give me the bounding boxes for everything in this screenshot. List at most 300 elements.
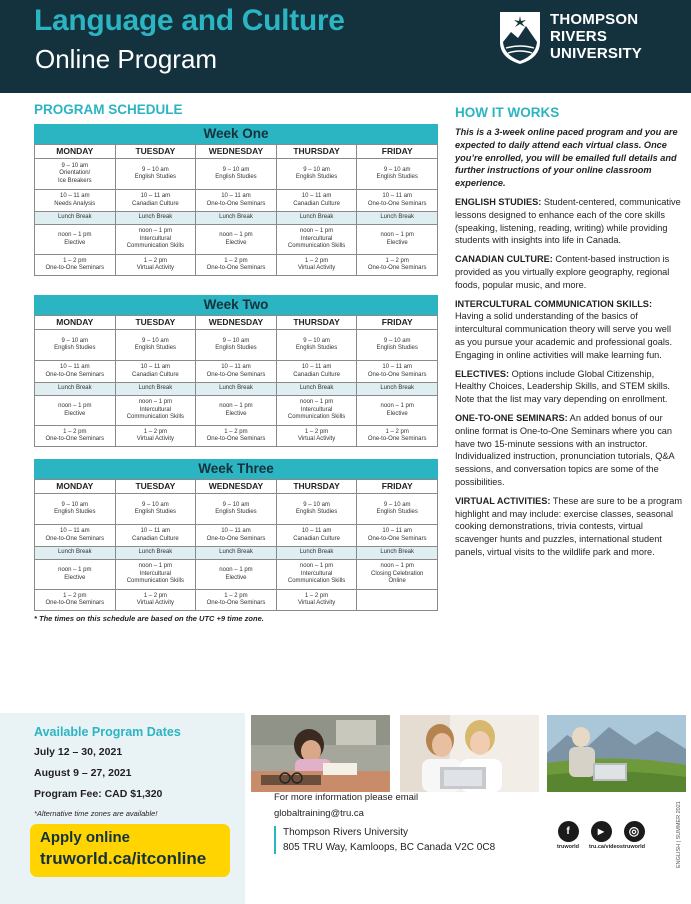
schedule-cell [115, 396, 196, 426]
cell-text: noon – 1 pm [219, 403, 253, 409]
cell-text: One-to-One Seminars [206, 436, 266, 442]
cell-text: 9 – 10 am [303, 166, 330, 173]
cell-text: One-to-One Seminars [45, 535, 105, 542]
cell-text: One-to-One Seminars [206, 535, 266, 542]
table-row [35, 590, 438, 611]
cell-text: noon – 1 pm [58, 567, 92, 573]
cell-text: Lunch Break [57, 214, 92, 221]
table-row [35, 494, 438, 525]
cell-text: Communication Skills [287, 243, 346, 250]
cell-text: 9 – 10 am [383, 166, 411, 173]
cell-text: Virtual Activity [297, 265, 336, 271]
cell-text: Lunch Break [138, 385, 173, 392]
schedule-cell [35, 361, 116, 383]
how-it-works-section [455, 105, 683, 565]
page-title: Language and Culture [34, 4, 345, 37]
cell-text: Lunch Break [299, 549, 334, 556]
day-header: TUESDAY [115, 316, 196, 330]
timezone-note: * The times on this schedule are based on the UTC +9 time zone. [34, 614, 264, 623]
day-header: FRIDAY [357, 145, 438, 159]
schedule-cell [196, 396, 277, 426]
schedule-cell [35, 426, 116, 447]
cell-text: English Studies [215, 174, 257, 180]
cell-text: Elective [225, 574, 247, 581]
cell-text: One-to-One Seminars [206, 371, 266, 378]
cell-text: Lunch Break [380, 549, 415, 556]
how-it-works-item [455, 412, 683, 489]
cell-text: 10 – 11 am [301, 193, 332, 199]
schedule-cell [357, 396, 438, 426]
schedule-cell [115, 494, 196, 525]
cell-text: 9 – 10 am [222, 501, 250, 508]
cell-text: noon – 1 pm [58, 232, 92, 238]
week-one-schedule [34, 124, 438, 276]
schedule-cell [196, 383, 277, 396]
cell-text: 1 – 2 pm [63, 592, 87, 599]
instagram-icon: ◎ [624, 821, 645, 842]
schedule-cell [276, 383, 357, 396]
cell-text: Intercultural [139, 235, 172, 242]
youtube-link[interactable] [589, 821, 623, 850]
cell-text: 9 – 10 am [61, 501, 89, 508]
schedule-cell [196, 547, 277, 560]
day-header: FRIDAY [357, 480, 438, 494]
cell-text: 10 – 11 am [140, 364, 171, 370]
schedule-cell [276, 212, 357, 225]
cell-text: Lunch Break [380, 214, 415, 221]
cell-text: One-to-One Seminars [206, 265, 266, 271]
cell-text: Lunch Break [219, 385, 253, 392]
schedule-cell [276, 560, 357, 590]
schedule-cell [196, 190, 277, 212]
organization-name: Thompson Rivers University [283, 827, 409, 838]
cell-text: English Studies [376, 174, 418, 180]
cell-text: One-to-One Seminars [367, 371, 427, 378]
cell-text: Virtual Activity [297, 600, 336, 606]
facebook-icon: f [558, 821, 579, 842]
cell-text: Communication Skills [287, 414, 346, 421]
date-july: July 12 – 30, 2021 [34, 746, 123, 758]
cell-text: 1 – 2 pm [63, 257, 87, 264]
cell-text: Elective [225, 239, 247, 246]
schedule-cell [115, 361, 196, 383]
schedule-cell [276, 590, 357, 611]
schedule-cell [196, 494, 277, 525]
schedule-cell [276, 190, 357, 212]
table-row [35, 396, 438, 426]
schedule-cell [276, 525, 357, 547]
cell-text: One-to-One Seminars [206, 600, 266, 606]
cell-text: English Studies [134, 509, 177, 515]
facebook-label: truworld [557, 844, 579, 850]
cell-text: 10 – 11 am [221, 528, 251, 534]
schedule-cell [35, 525, 116, 547]
day-header: WEDNESDAY [196, 145, 277, 159]
item-text: Content-based instruction is provided as you virtually explore geography, regional foods, popular music, and more. [455, 254, 670, 290]
cell-text: 1 – 2 pm [304, 592, 329, 599]
mailing-address: 805 TRU Way, Kamloops, BC Canada V2C 0C8 [283, 842, 496, 853]
cell-text: One-to-One Seminars [367, 265, 427, 271]
cell-text: noon – 1 pm [58, 403, 92, 409]
cell-text: English Studies [376, 345, 418, 351]
week-label: Week One [34, 124, 438, 144]
cell-text: 10 – 11 am [382, 528, 412, 534]
cell-text: 10 – 11 am [60, 364, 90, 370]
item-text: Student-centered, communicative lessons designed to enhance each of the core skills (speaking, listening, reading, writing) while providing students with insights into life in Canada. [455, 196, 681, 246]
day-header: MONDAY [35, 480, 116, 494]
cell-text: 9 – 10 am [303, 337, 330, 344]
table-row [35, 212, 438, 225]
youtube-label: tru.ca/videos [589, 844, 623, 850]
schedule-cell [35, 212, 116, 225]
cell-text: Virtual Activity [297, 436, 336, 442]
cell-text: Canadian Culture [293, 200, 340, 207]
how-it-works-item [455, 196, 683, 247]
schedule-cell [115, 525, 196, 547]
cell-text: Elective [64, 574, 86, 581]
cell-text: English Studies [376, 509, 418, 515]
schedule-cell [276, 330, 357, 361]
schedule-cell [357, 255, 438, 276]
how-it-works-item [455, 368, 683, 406]
cell-text: Intercultural [300, 235, 333, 242]
cell-text: Needs Analysis [54, 200, 96, 207]
cell-text: 1 – 2 pm [304, 257, 329, 264]
schedule-cell [357, 159, 438, 190]
item-text: An added bonus of our online format is One-to-One Seminars where you can have two 15-minute sessions with an instructor. Individualized instruction, pronunciation tutorials, Q&A sessions, and conversation topics are some of the possibilities. [455, 412, 675, 487]
week-three-schedule [34, 459, 438, 611]
logo-wordmark: THOMPSON RIVERS UNIVERSITY [550, 11, 643, 62]
schedule-cell [35, 330, 116, 361]
schedule-cell [35, 590, 116, 611]
item-heading: CANADIAN CULTURE: [455, 254, 553, 265]
schedule-cell [115, 190, 196, 212]
item-text: Having a solid understanding of the basics of intercultural communication theory will serve you well as you pursue your academic and professional goals. Engaging in online activities will make learning fun. [455, 311, 673, 360]
cell-text: 1 – 2 pm [224, 592, 248, 599]
cell-text: Lunch Break [380, 385, 415, 392]
schedule-cell [357, 212, 438, 225]
schedule-cell [357, 590, 438, 611]
cell-text: Lunch Break [57, 385, 92, 392]
cell-text: 1 – 2 pm [385, 428, 409, 435]
schedule-cell [357, 426, 438, 447]
schedule-cell [276, 255, 357, 276]
cell-text: Canadian Culture [132, 371, 179, 378]
day-header: TUESDAY [115, 145, 196, 159]
item-text: These are sure to be a program highlight and may include: exercise classes, seasonal cooking demonstrations, trivia contests, virtual scavenger hunts and puzzles, international student panels, virtual visits to the wildlife park and more. [455, 495, 683, 557]
shield-logo-icon [496, 8, 544, 66]
schedule-cell [196, 525, 277, 547]
cell-text: Elective [386, 410, 408, 417]
table-row [35, 560, 438, 590]
cell-text: Communication Skills [126, 243, 185, 250]
cell-text: Communication Skills [287, 578, 346, 585]
cell-text: Intercultural [139, 406, 172, 413]
cell-text: English Studies [134, 345, 177, 351]
schedule-cell [196, 330, 277, 361]
cell-text: Orientation/ [59, 170, 91, 177]
cell-text: Virtual Activity [136, 436, 175, 442]
cell-text: English Studies [295, 509, 338, 515]
how-it-works-item [455, 298, 683, 362]
program-fee: Program Fee: CAD $1,320 [34, 788, 163, 800]
cell-text: 10 – 11 am [60, 528, 90, 534]
cell-text: 10 – 11 am [60, 193, 90, 199]
item-heading: ELECTIVES: [455, 368, 510, 379]
cell-text: English Studies [295, 174, 338, 180]
schedule-cell [276, 547, 357, 560]
schedule-cell [357, 547, 438, 560]
schedule-cell [115, 330, 196, 361]
schedule-cell [115, 426, 196, 447]
cell-text: One-to-One Seminars [367, 535, 427, 542]
photo-women-laptop [400, 715, 539, 792]
cell-text: noon – 1 pm [299, 228, 334, 235]
week-label: Week Two [34, 295, 438, 315]
cell-text: noon – 1 pm [219, 232, 253, 238]
alternative-timezones-note: *Alternative time zones are available! [34, 809, 158, 818]
schedule-cell [357, 225, 438, 255]
cell-text: 9 – 10 am [383, 337, 411, 344]
program-dates-heading: Available Program Dates [34, 725, 181, 739]
cell-text: English Studies [215, 509, 257, 515]
day-header: WEDNESDAY [196, 480, 277, 494]
cell-text: 9 – 10 am [142, 501, 169, 508]
cell-text: One-to-One Seminars [45, 600, 105, 606]
table-row [35, 225, 438, 255]
cell-text: Lunch Break [299, 214, 334, 221]
cell-text: 1 – 2 pm [143, 592, 168, 599]
cell-text: Elective [64, 239, 86, 246]
day-header: THURSDAY [276, 316, 357, 330]
cell-text: Lunch Break [57, 549, 92, 556]
cell-text: English Studies [54, 345, 96, 351]
cell-text: One-to-One Seminars [45, 265, 105, 271]
address-divider [274, 826, 276, 854]
week-two-schedule [34, 295, 438, 447]
cell-text: noon – 1 pm [380, 403, 414, 409]
apply-online-label[interactable]: Apply online [40, 829, 130, 846]
schedule-cell [115, 225, 196, 255]
table-row [35, 330, 438, 361]
day-header: FRIDAY [357, 316, 438, 330]
cell-text: One-to-One Seminars [45, 371, 105, 378]
cell-text: 9 – 10 am [61, 337, 89, 344]
table-row [35, 525, 438, 547]
table-row [35, 190, 438, 212]
schedule-cell [196, 361, 277, 383]
week-label: Week Three [34, 459, 438, 479]
schedule-cell [35, 560, 116, 590]
cell-text: Closing Celebration [371, 570, 424, 577]
schedule-cell [276, 225, 357, 255]
cell-text: 10 – 11 am [301, 364, 332, 370]
table-row [35, 426, 438, 447]
schedule-cell [276, 396, 357, 426]
schedule-cell [115, 590, 196, 611]
cell-text: Intercultural [300, 406, 333, 413]
cell-text: English Studies [215, 345, 257, 351]
day-header: WEDNESDAY [196, 316, 277, 330]
schedule-cell [357, 361, 438, 383]
cell-text: 1 – 2 pm [63, 428, 87, 435]
cell-text: noon – 1 pm [219, 567, 253, 573]
cell-text: Elective [386, 239, 408, 246]
schedule-cell [357, 330, 438, 361]
schedule-cell [357, 190, 438, 212]
cell-text: 1 – 2 pm [143, 428, 168, 435]
cell-text: Lunch Break [138, 214, 173, 221]
cell-text: Intercultural [139, 570, 172, 577]
table-row [35, 159, 438, 190]
schedule-cell [196, 255, 277, 276]
instagram-link[interactable] [622, 821, 646, 850]
schedule-cell [276, 426, 357, 447]
page-subtitle: Online Program [35, 44, 218, 74]
schedule-cell [196, 225, 277, 255]
day-header: MONDAY [35, 145, 116, 159]
item-heading: ONE-TO-ONE SEMINARS: [455, 412, 568, 423]
schedule-cell [196, 560, 277, 590]
cell-text: noon – 1 pm [138, 563, 173, 570]
item-heading: VIRTUAL ACTIVITIES: [455, 495, 551, 506]
cell-text: One-to-One Seminars [45, 436, 105, 442]
schedule-table [34, 479, 438, 611]
cell-text: Online [388, 578, 406, 585]
schedule-cell [35, 396, 116, 426]
cell-text: 9 – 10 am [222, 337, 250, 344]
cell-text: Lunch Break [138, 549, 173, 556]
schedule-cell [357, 525, 438, 547]
cell-text: Canadian Culture [132, 535, 179, 542]
apply-online-link[interactable]: truworld.ca/itconline [40, 849, 207, 868]
cell-text: noon – 1 pm [380, 232, 414, 238]
schedule-cell [115, 383, 196, 396]
table-row [35, 383, 438, 396]
schedule-cell [196, 426, 277, 447]
schedule-cell [357, 383, 438, 396]
cell-text: noon – 1 pm [299, 399, 334, 406]
cell-text: One-to-One Seminars [206, 200, 266, 207]
schedule-cell [115, 159, 196, 190]
item-text: Options include Global Citizenship, Healthy Choices, Leadership Skills, and STEM skills. Note that the list may vary depending on enrollment. [455, 368, 670, 405]
cell-text: Elective [225, 410, 247, 417]
schedule-cell [115, 212, 196, 225]
how-it-works-heading: HOW IT WORKS [455, 105, 560, 120]
photo-man-outdoors-laptop [547, 715, 686, 792]
cell-text: Canadian Culture [132, 200, 179, 207]
facebook-link[interactable] [556, 821, 580, 850]
day-header: MONDAY [35, 316, 116, 330]
schedule-cell [196, 159, 277, 190]
item-heading: INTERCULTURAL COMMUNICATION SKILLS: [455, 298, 652, 309]
day-header: THURSDAY [276, 480, 357, 494]
cell-text: 1 – 2 pm [224, 428, 248, 435]
cell-text: One-to-One Seminars [367, 200, 427, 207]
photo-student-studying [251, 715, 390, 792]
cell-text: 9 – 10 am [303, 501, 330, 508]
how-it-works-intro: This is a 3-week online paced program and you are expected to daily attend each virtual class. Once you’re enrolled, you will be emailed full details and further instructions of your online classroom experience. [455, 127, 678, 189]
day-header: THURSDAY [276, 145, 357, 159]
schedule-cell [35, 159, 116, 190]
schedule-cell [35, 494, 116, 525]
schedule-cell [35, 383, 116, 396]
cell-text: Canadian Culture [293, 371, 340, 378]
schedule-cell [115, 547, 196, 560]
cell-text: Lunch Break [219, 549, 253, 556]
how-it-works-item [455, 495, 683, 559]
item-heading: ENGLISH STUDIES: [455, 196, 542, 207]
cell-text: One-to-One Seminars [367, 436, 427, 442]
cell-text: Lunch Break [219, 214, 253, 221]
schedule-table [34, 144, 438, 276]
cell-text: noon – 1 pm [380, 563, 414, 570]
schedule-cell [35, 190, 116, 212]
cell-text: noon – 1 pm [138, 228, 173, 235]
cell-text: 1 – 2 pm [224, 257, 248, 264]
table-row [35, 361, 438, 383]
cell-text: Intercultural [300, 570, 333, 577]
cell-text: English Studies [295, 345, 338, 351]
schedule-cell [35, 225, 116, 255]
contact-email-link[interactable]: globaltraining@tru.ca [274, 808, 364, 819]
cell-text: 9 – 10 am [61, 162, 89, 169]
cell-text: 1 – 2 pm [385, 257, 409, 264]
schedule-heading: PROGRAM SCHEDULE [34, 102, 183, 117]
cell-text: Communication Skills [126, 414, 185, 421]
youtube-icon: ▶ [591, 821, 612, 842]
schedule-cell [357, 494, 438, 525]
cell-text: 9 – 10 am [383, 501, 411, 508]
cell-text: noon – 1 pm [138, 399, 173, 406]
cell-text: 9 – 10 am [142, 337, 169, 344]
schedule-cell [196, 212, 277, 225]
table-row [35, 255, 438, 276]
cell-text: Communication Skills [126, 578, 185, 585]
schedule-cell [357, 560, 438, 590]
cell-text: English Studies [134, 174, 177, 180]
cell-text: 10 – 11 am [382, 193, 412, 199]
date-august: August 9 – 27, 2021 [34, 767, 132, 779]
schedule-cell [115, 255, 196, 276]
day-header: TUESDAY [115, 480, 196, 494]
cell-text: 10 – 11 am [301, 528, 332, 534]
cell-text: 9 – 10 am [222, 166, 250, 173]
instagram-label: truworld [623, 844, 645, 850]
university-logo[interactable] [496, 8, 676, 70]
schedule-cell [35, 547, 116, 560]
more-info-text: For more information please email [274, 792, 419, 803]
cell-text: 1 – 2 pm [143, 257, 168, 264]
cell-text: Virtual Activity [136, 265, 175, 271]
cell-text: 1 – 2 pm [304, 428, 329, 435]
schedule-cell [276, 494, 357, 525]
cell-text: Ice Breakers [57, 177, 92, 184]
schedule-cell [276, 361, 357, 383]
cell-text: English Studies [54, 509, 96, 515]
cell-text: noon – 1 pm [299, 563, 334, 570]
edition-note: ENGLISH | SUMMER 2021 [676, 801, 682, 868]
cell-text: 10 – 11 am [221, 193, 251, 199]
cell-text: 10 – 11 am [140, 528, 171, 534]
cell-text: Canadian Culture [293, 535, 340, 542]
cell-text: 9 – 10 am [142, 166, 169, 173]
table-row [35, 547, 438, 560]
schedule-cell [196, 590, 277, 611]
cell-text: Virtual Activity [136, 600, 175, 606]
schedule-cell [276, 159, 357, 190]
schedule-cell [35, 255, 116, 276]
